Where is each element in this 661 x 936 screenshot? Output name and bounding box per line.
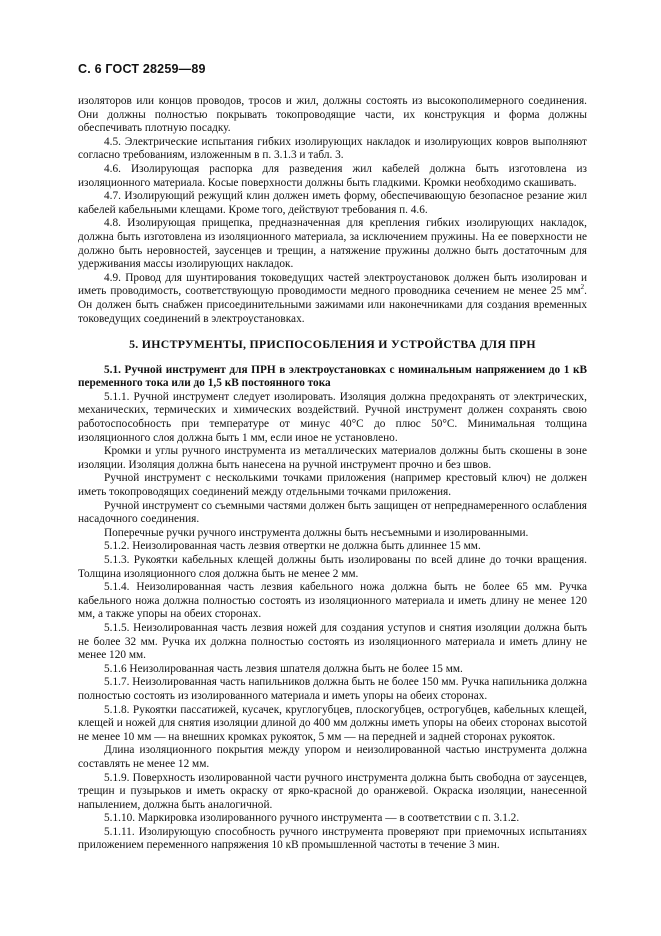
paragraph-4-6: 4.6. Изолирующая распорка для разведения жил кабелей должна быть изготовлена из изоляционного материала. Косые поверхности должны быть гладкими. Кромки необходимо скашивать.	[78, 162, 587, 189]
paragraph-4-9-text-end: . Он должен быть снабжен присоединительными зажимами или наконечниками для создания временных токоведущих соединений в электроустановках.	[78, 285, 587, 325]
paragraph-4-7: 4.7. Изолирующий режущий клин должен иметь форму, обеспечивающую безопасное резание жил кабелей кабельными клещами. Кроме того, действуют требования п. 4.6.	[78, 190, 587, 216]
paragraph: изоляторов или концов проводов, тросов и жил, должны состоять из высокополимерного соединения. Они должны полностью покрывать токопроводящие части, их конструкция и форма должны обеспечивать плотную посадку.	[78, 95, 587, 135]
paragraph: Поперечные ручки ручного инструмента должны быть несъемными и изолированными.	[104, 526, 529, 539]
paragraph-5-1-10: 5.1.10. Маркировка изолированного ручного инструмента — в соответствии с п. 3.1.2.	[104, 812, 520, 825]
paragraph-5-1-1: 5.1.1. Ручной инструмент следует изолировать. Изоляция должна предохранять от электрических, механических, термических и химических воздействий. Ручной инструмент должен сохранять свою работоспособность при температуре от минус 40°С до плюс 50°С. Минимальная толщина изоляционного слоя должна быть 1 мм, если иное не установлено.	[78, 390, 587, 444]
section-title: 5. ИНСТРУМЕНТЫ, ПРИСПОСОБЛЕНИЯ И УСТРОЙСТВА ДЛЯ ПРН	[129, 337, 536, 352]
paragraph-4-9	[78, 272, 587, 326]
paragraph: Ручной инструмент с несколькими точками приложения (например крестовый ключ) не должен иметь токопроводящих соединений между отдельными точками приложения.	[78, 472, 587, 499]
paragraph: Ручной инструмент со съемными частями должен быть защищен от непреднамеренного ослабления насадочного соединения.	[78, 499, 587, 526]
paragraph: Кромки и углы ручного инструмента из металлических материалов должны быть скошены в зоне изоляции. Изоляция должна быть нанесена на ручной инструмент прочно и без швов.	[78, 445, 587, 471]
paragraph-5-1-9: 5.1.9. Поверхность изолированной части ручного инструмента должна быть свободна от заусенцев, трещин и пузырьков и иметь окраску от ярко-красной до оранжевой. Окраска изоляции, нанесенной напылением, должна быть аналогичной.	[78, 771, 587, 811]
paragraph-5-1-6: 5.1.6 Неизолированная часть лезвия шпателя должна быть не более 15 мм.	[104, 662, 463, 675]
paragraph-5-1-5: 5.1.5. Неизолированная часть лезвия ножей для создания уступов и снятия изоляции должна быть не более 32 мм. Ручка их должна полностью состоять из изоляционного материала и иметь длину не менее 120 мм.	[78, 621, 587, 662]
superscript: 2	[580, 283, 585, 292]
page-header: С. 6 ГОСТ 28259—89	[78, 62, 206, 76]
paragraph-5-1-2: 5.1.2. Неизолированная часть лезвия отвертки не должна быть длиннее 15 мм.	[104, 540, 481, 553]
paragraph-5-1-3: 5.1.3. Рукоятки кабельных клещей должны быть изолированы по всей длине до точки вращения. Толщина изоляционного слоя должна быть не менее 2 мм.	[78, 554, 587, 580]
subsection-title: 5.1. Ручной инструмент для ПРН в электроустановках с номинальным напряжением до 1 кВ переменного тока или до 1,5 кВ постоянного тока	[78, 363, 587, 390]
paragraph-5-1-8: 5.1.8. Рукоятки пассатижей, кусачек, круглогубцев, плоскогубцев, острогубцев, кабельных клещей, клещей и ножей для снятия изоляции длиной до 400 мм должны иметь упоры на обеих сторонах высотой не менее 10 мм — на внешних кромках рукояток, 5 мм — на передней и задней сторонах рукояток.	[78, 703, 587, 743]
paragraph: Длина изоляционного покрытия между упором и неизолированной частью инструмента должна составлять не менее 12 мм.	[78, 744, 587, 770]
paragraph-5-1-11: 5.1.11. Изолирующую способность ручного инструмента проверяют при приемочных испытаниях приложением переменного напряжения 10 кВ промышленной частоты в течение 3 мин.	[78, 825, 587, 852]
paragraph-5-1-4: 5.1.4. Неизолированная часть лезвия кабельного ножа должна быть не более 65 мм. Ручка кабельного ножа должна полностью состоять из изоляционного материала и иметь длину не менее 120 мм, а также упоры на обеих сторонах.	[78, 581, 587, 621]
paragraph-4-9-text: 4.9. Провод для шунтирования токоведущих частей электроустановок должен быть изолирован и иметь проводимость, соответствующую проводимости медного проводника сечением не менее 25 мм	[78, 271, 587, 298]
paragraph-5-1-7: 5.1.7. Неизолированная часть напильников должна быть не более 150 мм. Ручка напильника должна полностью состоять из изолированного материала и иметь упоры на обеих сторонах.	[78, 676, 587, 702]
paragraph-4-8: 4.8. Изолирующая прищепка, предназначенная для крепления гибких изолирующих накладок, должна быть изготовлена из изоляционного материала, за исключением пружины. На ее поверхности не должно быть неровностей, заусенцев и трещин, а натяжение пружины должно быть достаточным для удерживания массы изолирующих накладок.	[78, 217, 587, 271]
document-body	[78, 95, 587, 853]
paragraph-4-5: 4.5. Электрические испытания гибких изолирующих накладок и изолирующих ковров выполняют согласно требованиям, изложенным в п. 3.1.3 и табл. 3.	[78, 135, 587, 162]
